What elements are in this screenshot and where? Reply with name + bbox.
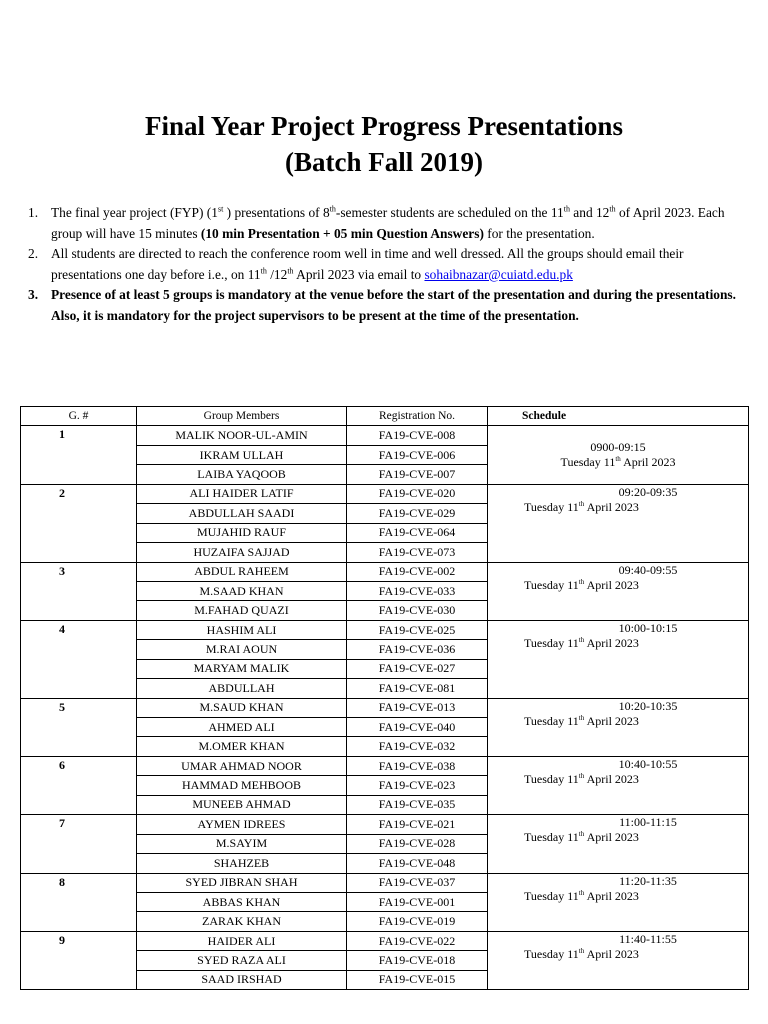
group-number: 8 <box>21 873 137 931</box>
registration-number: FA19-CVE-048 <box>347 854 488 873</box>
schedule-slot <box>488 931 749 989</box>
registration-number: FA19-CVE-040 <box>347 718 488 737</box>
title-line-2: (Batch Fall 2019) <box>285 147 483 177</box>
registration-number: FA19-CVE-006 <box>347 445 488 464</box>
schedule-slot <box>488 873 749 931</box>
registration-number: FA19-CVE-081 <box>347 679 488 698</box>
slot-time: 09:20-09:35 <box>618 484 678 499</box>
registration-number: FA19-CVE-007 <box>347 465 488 484</box>
registration-number: FA19-CVE-033 <box>347 581 488 600</box>
registration-number: FA19-CVE-064 <box>347 523 488 542</box>
group-number: 6 <box>21 756 137 814</box>
registration-number: FA19-CVE-029 <box>347 504 488 523</box>
member-name: UMAR AHMAD NOOR <box>137 756 347 775</box>
registration-number: FA19-CVE-022 <box>347 931 488 950</box>
instruction-text: The final year project (FYP) (1st ) presentations of 8th-semester students are scheduled on the 11th and 12th of April 2023. Each group will have 15 minutes (10 min Presentation + 05 min Question Answers) for the presentation. <box>51 204 725 241</box>
slot-time: 10:40-10:55 <box>618 756 678 771</box>
slot-date: Tuesday 11th April 2023 <box>524 830 639 845</box>
registration-number: FA19-CVE-020 <box>347 484 488 503</box>
registration-number: FA19-CVE-001 <box>347 892 488 911</box>
group-number: 2 <box>21 484 137 562</box>
member-name: MARYAM MALIK <box>137 659 347 678</box>
registration-number: FA19-CVE-008 <box>347 426 488 445</box>
slot-time: 11:00-11:15 <box>619 815 677 830</box>
schedule-slot <box>488 620 749 698</box>
slot-date: Tuesday 11th April 2023 <box>524 577 639 592</box>
instruction-item-2 <box>28 244 740 285</box>
header-schedule: Schedule <box>488 407 749 426</box>
title-line-1: Final Year Project Progress Presentations <box>145 111 623 141</box>
slot-time: 10:20-10:35 <box>618 698 678 713</box>
schedule-slot <box>488 698 749 756</box>
slot-date: Tuesday 11th April 2023 <box>524 946 639 961</box>
member-name: AYMEN IDREES <box>137 815 347 834</box>
table-row <box>21 931 749 950</box>
slot-time: 0900-09:15 <box>590 440 646 455</box>
table-row <box>21 562 749 581</box>
table-row <box>21 698 749 717</box>
registration-number: FA19-CVE-035 <box>347 795 488 814</box>
group-number: 4 <box>21 620 137 698</box>
registration-number: FA19-CVE-023 <box>347 776 488 795</box>
member-name: HUZAIFA SAJJAD <box>137 543 347 562</box>
table-row <box>21 756 749 775</box>
member-name: MUNEEB AHMAD <box>137 795 347 814</box>
table-row <box>21 873 749 892</box>
registration-number: FA19-CVE-015 <box>347 970 488 989</box>
member-name: HAMMAD MEHBOOB <box>137 776 347 795</box>
schedule-slot <box>488 815 749 873</box>
member-name: M.OMER KHAN <box>137 737 347 756</box>
member-name: SHAHZEB <box>137 854 347 873</box>
registration-number: FA19-CVE-025 <box>347 620 488 639</box>
member-name: HASHIM ALI <box>137 620 347 639</box>
registration-number: FA19-CVE-027 <box>347 659 488 678</box>
member-name: IKRAM ULLAH <box>137 445 347 464</box>
slot-date: Tuesday 11th April 2023 <box>524 499 639 514</box>
registration-number: FA19-CVE-037 <box>347 873 488 892</box>
instruction-number: 2. <box>28 246 39 262</box>
table-row <box>21 426 749 445</box>
member-name: SYED RAZA ALI <box>137 951 347 970</box>
schedule-slot <box>488 484 749 562</box>
table-row <box>21 815 749 834</box>
member-name: M.FAHAD QUAZI <box>137 601 347 620</box>
slot-date: Tuesday 11th April 2023 <box>524 713 639 728</box>
instruction-text: Presence of at least 5 groups is mandatory at the venue before the start of the presentation and during the presentations. Also, it is mandatory for the project supervisors to be present at the time of the presentation. <box>51 287 736 323</box>
header-group-no: G. # <box>21 407 137 426</box>
member-name: ZARAK KHAN <box>137 912 347 931</box>
member-name: ABDULLAH SAADI <box>137 504 347 523</box>
member-name: ABDULLAH <box>137 679 347 698</box>
schedule-slot <box>488 562 749 620</box>
registration-number: FA19-CVE-019 <box>347 912 488 931</box>
member-name: M.RAI AOUN <box>137 640 347 659</box>
registration-number: FA19-CVE-036 <box>347 640 488 659</box>
slot-date: Tuesday 11th April 2023 <box>524 635 639 650</box>
member-name: HAIDER ALI <box>137 931 347 950</box>
schedule-table <box>20 406 749 990</box>
schedule-slot <box>488 756 749 814</box>
header-registration: Registration No. <box>347 407 488 426</box>
slot-time: 11:40-11:55 <box>619 931 677 946</box>
group-number: 5 <box>21 698 137 756</box>
registration-number: FA19-CVE-028 <box>347 834 488 853</box>
registration-number: FA19-CVE-013 <box>347 698 488 717</box>
member-name: MALIK NOOR-UL-AMIN <box>137 426 347 445</box>
registration-number: FA19-CVE-002 <box>347 562 488 581</box>
instruction-number: 1. <box>28 205 39 220</box>
slot-date: Tuesday 11th April 2023 <box>560 455 676 470</box>
table-row <box>21 620 749 639</box>
header-members: Group Members <box>137 407 347 426</box>
member-name: M.SAYIM <box>137 834 347 853</box>
document-title <box>0 108 768 180</box>
table-header-row <box>21 407 749 426</box>
group-number: 1 <box>21 426 137 484</box>
member-name: SAAD IRSHAD <box>137 970 347 989</box>
slot-time: 11:20-11:35 <box>619 873 677 888</box>
registration-number: FA19-CVE-021 <box>347 815 488 834</box>
member-name: ABBAS KHAN <box>137 892 347 911</box>
registration-number: FA19-CVE-073 <box>347 543 488 562</box>
member-name: M.SAAD KHAN <box>137 581 347 600</box>
email-link[interactable]: sohaibnazar@cuiatd.edu.pk <box>424 266 573 282</box>
group-number: 3 <box>21 562 137 620</box>
member-name: SYED JIBRAN SHAH <box>137 873 347 892</box>
slot-time: 10:00-10:15 <box>618 620 678 635</box>
slot-date: Tuesday 11th April 2023 <box>524 771 639 786</box>
table-row <box>21 484 749 503</box>
schedule-slot <box>488 426 749 484</box>
member-name: ALI HAIDER LATIF <box>137 484 347 503</box>
member-name: M.SAUD KHAN <box>137 698 347 717</box>
instructions-list <box>28 203 740 327</box>
instruction-item-3 <box>28 285 740 326</box>
member-name: MUJAHID RAUF <box>137 523 347 542</box>
group-number: 7 <box>21 815 137 873</box>
registration-number: FA19-CVE-038 <box>347 756 488 775</box>
member-name: LAIBA YAQOOB <box>137 465 347 484</box>
instruction-number: 3. <box>28 287 39 303</box>
instruction-text: All students are directed to reach the conference room well in time and well dressed. All the groups should email their presentations one day before i.e., on 11th /12th April 2023 via email to sohaibnazar@cuiatd.edu.pk <box>51 246 684 282</box>
slot-time: 09:40-09:55 <box>618 562 678 577</box>
member-name: ABDUL RAHEEM <box>137 562 347 581</box>
group-number: 9 <box>21 931 137 989</box>
registration-number: FA19-CVE-032 <box>347 737 488 756</box>
slot-date: Tuesday 11th April 2023 <box>524 888 639 903</box>
schedule-body <box>21 426 749 990</box>
instruction-item-1 <box>28 203 740 244</box>
member-name: AHMED ALI <box>137 718 347 737</box>
registration-number: FA19-CVE-018 <box>347 951 488 970</box>
registration-number: FA19-CVE-030 <box>347 601 488 620</box>
